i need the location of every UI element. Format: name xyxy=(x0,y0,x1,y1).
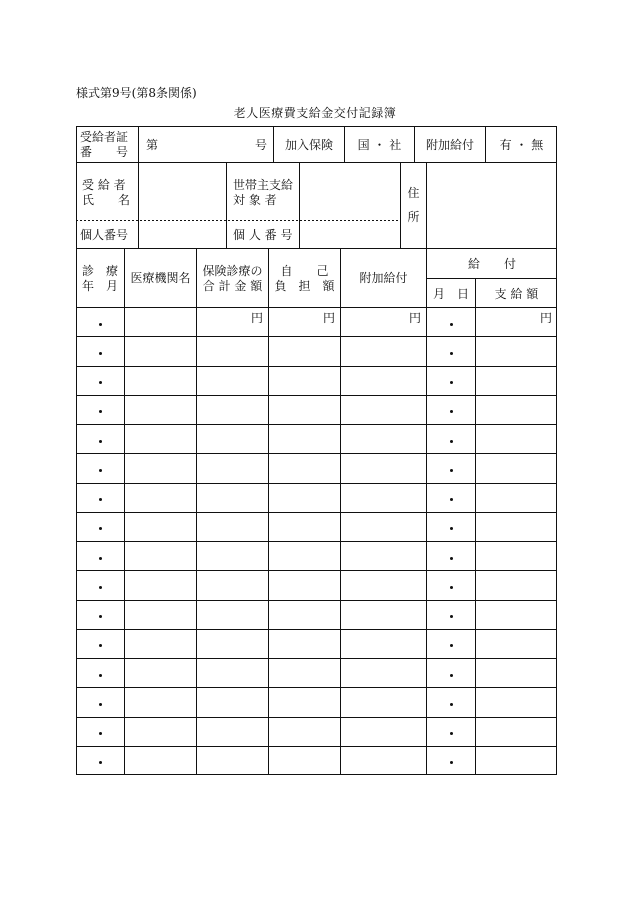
col-insurance-total-label-1: 保険診療の xyxy=(202,264,263,278)
yen-unit-benefit-amount: 円 xyxy=(539,311,552,325)
date-separator-dot xyxy=(99,381,102,384)
date-separator-dot xyxy=(99,586,102,589)
form-border xyxy=(77,127,557,775)
col-date-label-2: 年 月 xyxy=(82,279,119,293)
date-separator-dot xyxy=(99,644,102,647)
cert-dai-label: 第 xyxy=(146,138,159,152)
month-day-separator-dot xyxy=(450,644,453,647)
cert-go-label: 号 xyxy=(255,138,268,152)
date-separator-dot xyxy=(99,469,102,472)
date-separator-dot xyxy=(99,557,102,560)
col-self-pay-label-2: 負 担 額 xyxy=(274,279,335,293)
recipient-cert-label-1: 受給者証 xyxy=(80,130,129,144)
month-day-separator-dot xyxy=(450,469,453,472)
personal-number-label-2: 個 人 番 号 xyxy=(233,228,293,242)
form-number-label: 様式第9号(第8条関係) xyxy=(76,86,197,100)
date-separator-dot xyxy=(99,674,102,677)
month-day-separator-dot xyxy=(450,586,453,589)
col-month-day-label: 月 日 xyxy=(432,287,469,301)
month-day-separator-dot xyxy=(450,410,453,413)
month-day-separator-dot xyxy=(450,615,453,618)
date-separator-dot xyxy=(99,410,102,413)
date-separator-dot xyxy=(99,761,102,764)
insurance-value: 国 ・ 社 xyxy=(357,138,402,152)
col-benefit-amount-label: 支 給 額 xyxy=(494,287,539,301)
month-day-separator-dot xyxy=(450,323,453,326)
yen-unit-additional: 円 xyxy=(408,311,421,325)
household-label-2: 対 象 者 xyxy=(233,193,277,207)
month-day-separator-dot xyxy=(450,703,453,706)
page-title: 老人医療費支給金交付記録簿 xyxy=(233,106,397,120)
address-label-2: 所 xyxy=(407,210,420,224)
month-day-separator-dot xyxy=(450,761,453,764)
yen-unit-self-pay: 円 xyxy=(322,311,335,325)
month-day-separator-dot xyxy=(450,732,453,735)
address-label-1: 住 xyxy=(407,186,420,200)
date-separator-dot xyxy=(99,323,102,326)
date-separator-dot xyxy=(99,615,102,618)
col-additional-benefit-label: 附加給付 xyxy=(359,271,408,285)
col-self-pay-label-1: 自 己 xyxy=(280,264,329,278)
date-separator-dot xyxy=(99,440,102,443)
col-benefit-label: 給 付 xyxy=(467,257,516,271)
month-day-separator-dot xyxy=(450,674,453,677)
additional-benefit-label: 附加給付 xyxy=(425,138,474,152)
col-institution-label: 医療機関名 xyxy=(130,271,191,285)
date-separator-dot xyxy=(99,703,102,706)
month-day-separator-dot xyxy=(450,557,453,560)
recipient-cert-label-2: 番 号 xyxy=(80,145,129,159)
col-date-label-1: 診 療 xyxy=(82,264,119,278)
col-insurance-total-label-2: 合 計 金 額 xyxy=(202,279,263,293)
month-day-separator-dot xyxy=(450,381,453,384)
recipient-name-label-2: 氏 名 xyxy=(82,193,131,207)
month-day-separator-dot xyxy=(450,352,453,355)
household-label-1: 世帯主支給 xyxy=(233,178,294,192)
personal-number-label-1: 個人番号 xyxy=(80,228,129,242)
recipient-name-label-1: 受 給 者 xyxy=(82,178,126,192)
additional-benefit-value: 有 ・ 無 xyxy=(499,138,544,152)
date-separator-dot xyxy=(99,732,102,735)
month-day-separator-dot xyxy=(450,527,453,530)
month-day-separator-dot xyxy=(450,498,453,501)
insurance-label: 加入保険 xyxy=(284,138,333,152)
yen-unit-insurance-total: 円 xyxy=(250,311,263,325)
date-separator-dot xyxy=(99,352,102,355)
month-day-separator-dot xyxy=(450,440,453,443)
date-separator-dot xyxy=(99,498,102,501)
date-separator-dot xyxy=(99,527,102,530)
